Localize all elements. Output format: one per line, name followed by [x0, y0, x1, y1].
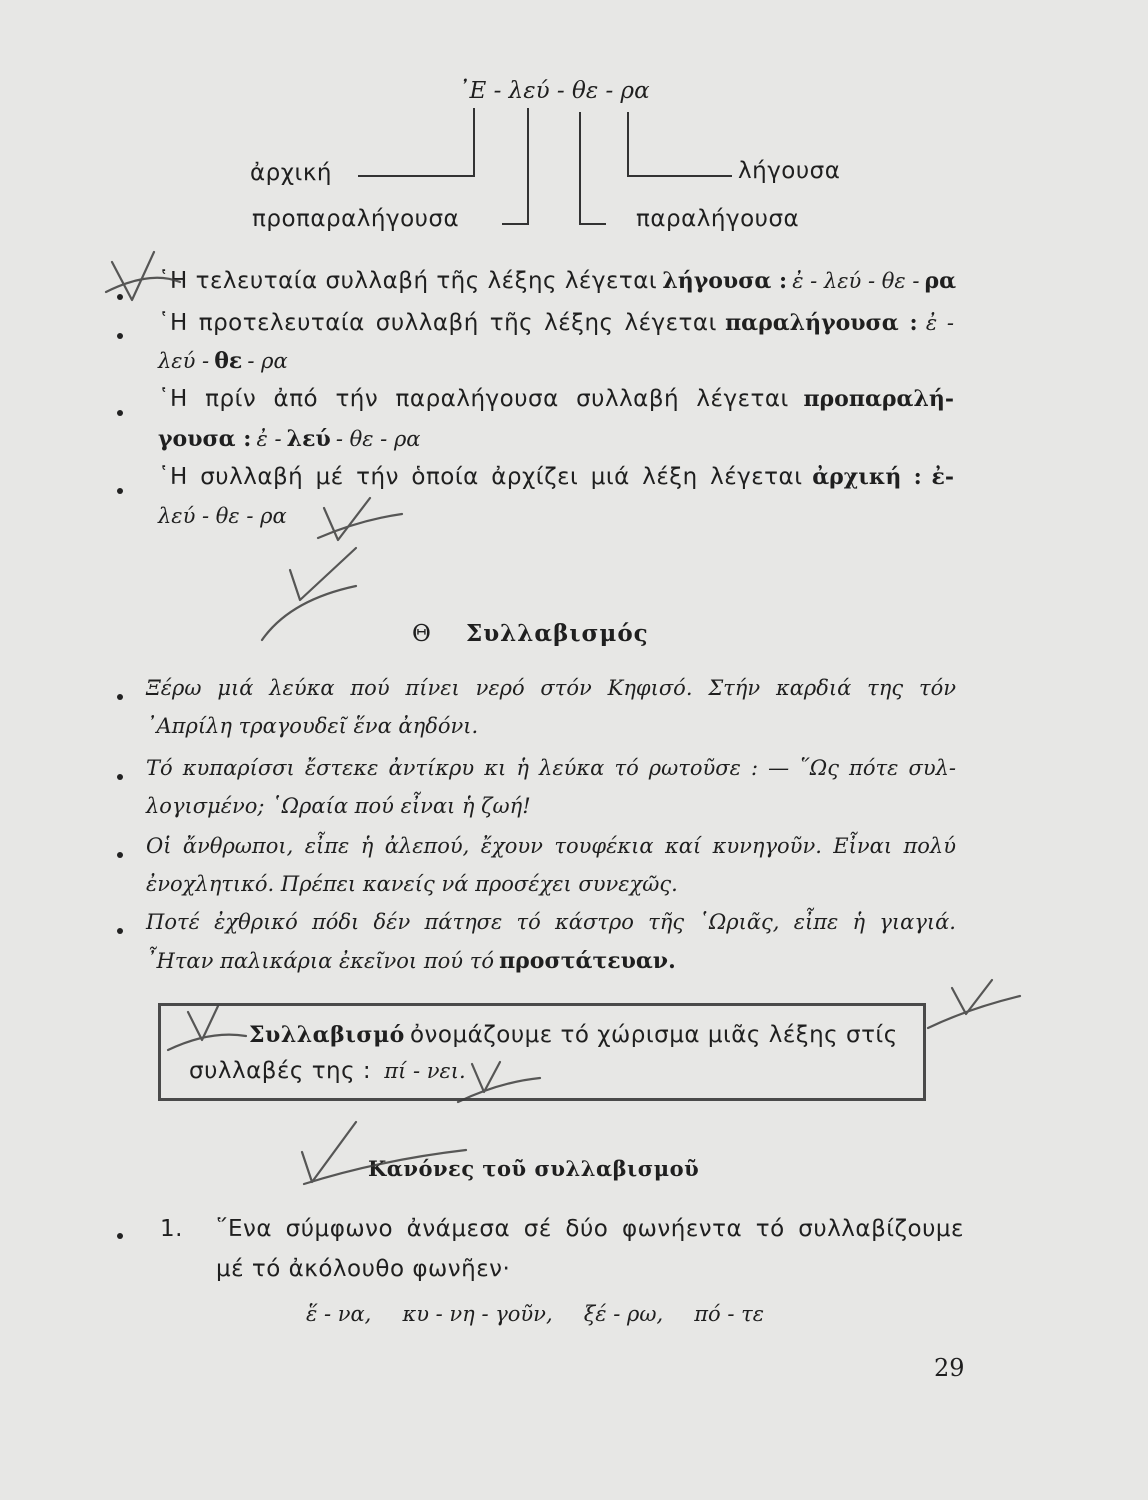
check-mark-icon — [168, 1035, 246, 1050]
label-proparalygousa: προπαραλήγουσα — [252, 206, 460, 232]
label-paralygousa: παραλήγουσα — [636, 206, 800, 232]
sentence-item: Τό κυπαρίσσι ἔστεκε ἀντίκρυ κι ἡ λεύκα τό ρωτοῦσε : — ῞Ως πότε συλ- λογισμένο; ῾Ωραία πού εἶναι ἡ ζωή! — [146, 756, 956, 818]
sentence-item: Ξέρω μιά λεύκα πού πίνει νερό στόν Κηφισό. Στήν καρδιά της τόν ᾿Απρίλη τραγουδεῖ ἕνα ἀηδόνι. — [146, 676, 956, 738]
definition-item: ῾Η συλλαβή μέ τήν ὁποία ἀρχίζει μιά λέξη λέγεται ἀρχική : ἐ- λεύ - θε - ρα — [158, 464, 954, 528]
check-mark-icon — [290, 548, 356, 600]
label-arxiki: ἀρχική — [250, 160, 332, 186]
definition-item: ῾Η τελευταία συλλαβή τῆς λέξης λέγεται λήγουσα : ἐ - λεύ - θε - ρα — [158, 268, 957, 294]
check-mark-icon — [262, 586, 356, 640]
rule-examples: ἕ - να, κυ - νη - γοῦν, ξέ - ρω, πό - τε — [306, 1302, 765, 1326]
definition-item: ῾Η πρίν ἀπό τήν παραλήγουσα συλλαβή λέγεται προπαραλή- γουσα : ἐ - λεύ - θε - ρα — [158, 386, 954, 452]
sentence-item: Ποτέ ἐχθρικό πόδι δέν πάτησε τό κάστρο τῆς ῾Ωριᾶς, εἶπε ἡ γιαγιά. ῏Ηταν παλικάρια ἐκεῖνοι πού τό προστάτευαν. — [146, 910, 956, 974]
label-lygousa: λήγουσα — [738, 158, 841, 184]
rule-item: ῞Ενα σύμφωνο ἀνάμεσα σέ δύο φωνήεντα τό συλλαβίζουμε μέ τό ἀκόλουθο φωνῆεν· — [216, 1216, 964, 1282]
section-symbol: Θ — [412, 621, 431, 647]
check-mark-icon — [106, 278, 180, 292]
rule-line2: συλλαβές της : — [189, 1058, 372, 1084]
section-title: Συλλαβισμός — [465, 620, 649, 647]
rule-text: ὀνομάζουμε τό χώρισμα μιᾶς λέξης στίς — [409, 1022, 898, 1048]
check-mark-icon — [112, 252, 154, 300]
sentence-item: Οἱ ἄνθρωποι, εἶπε ἡ ἀλεπού, ἔχουν τουφέκια καί κυνηγοῦν. Εἶναι πολύ ἐνοχλητικό. Πρέπει κανείς νά προσέχει συνεχῶς. — [146, 834, 956, 896]
rule-term: Συλλαβισμό — [249, 1022, 405, 1048]
check-mark-icon — [928, 996, 1020, 1028]
check-mark-icon — [304, 1150, 466, 1184]
diagram-word: ᾿Ε - λεύ - θε - ρα — [458, 78, 650, 104]
page-number: 29 — [934, 1354, 965, 1382]
rule-number: 1. — [160, 1216, 183, 1242]
definition-item: ῾Η προτελευταία συλλαβή τῆς λέξης λέγεται παραλήγουσα : ἐ - λεύ - θε - ρα — [158, 310, 954, 374]
check-mark-icon — [458, 1078, 540, 1102]
rule-example: πί - νει. — [384, 1059, 466, 1083]
check-mark-icon — [318, 514, 402, 538]
check-mark-icon — [302, 1122, 356, 1182]
rules-heading: Κανόνες τοῦ συλλαβισμοῦ — [368, 1156, 700, 1181]
